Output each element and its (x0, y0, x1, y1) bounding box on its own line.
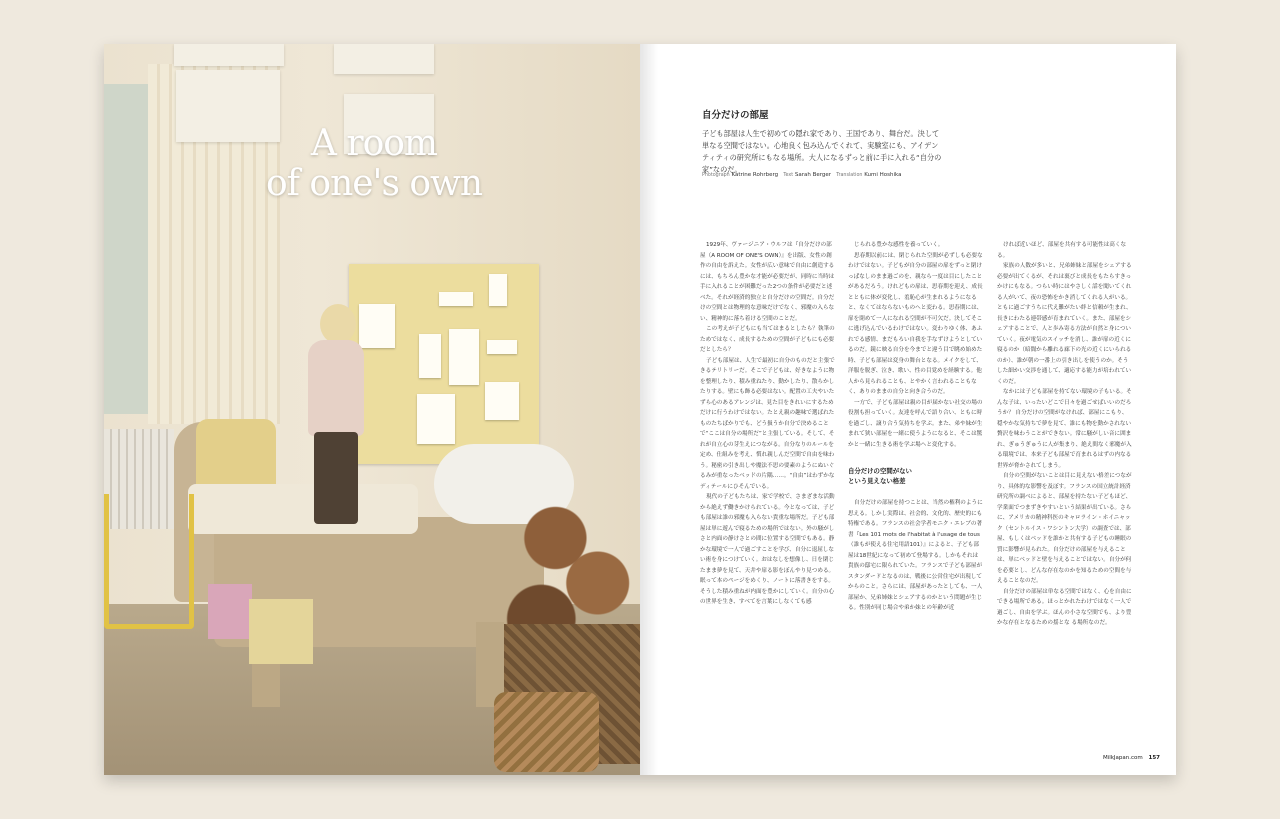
photo-print (419, 334, 441, 378)
paragraph: なかには子ども部屋を持てない環境の子もいる。そんな子は、いったいどこで日々を過ごせばいいのだろうか？ 自分だけの空間がなければ、部屋にこもり、穏やかな気持ちで夢を見て、誰にも物を動かされない贅沢を味わうことができない。常に騒がしい音に囲まれ、ぎゅうぎゅうに人が集まり、絶え間なく邪魔が入る環境では、本来子ども部屋で育まれるはずの内なる世界が脅かされてしまう。 (997, 389, 1132, 469)
credits (702, 172, 901, 178)
section-subheading: 自分だけの空間がない という見えない格差 (848, 467, 912, 485)
text-credit-name: Sarah Berger (794, 172, 832, 178)
photo-print (489, 274, 507, 306)
yellow-crate (249, 599, 313, 664)
paragraph: 思春期以前には、閉じられた空間が必ずしも必要なわけではない。子どもが自分の部屋の扉をずっと閉けっぱなしのまま過ごのを、親なら一度は目にしたことがあるだろう。けれどもの扉は、思春期を迎え、成長とともに体が変化し、羞恥心が生まれるようになると、なくてはならないものへと変わる。思春期には、扉を閉めて一人になれる空間が不可欠だ。決してそこに逃げ込んでいるわけではない。変わりゆく体、あふれでる感情、まだもろい自我を手なずけようとしているのだ。鏡に映る自分を今までと違う目で眺め始めた時、子ども部屋は変身の舞台となる。メイクをして、洋服を脱ぎ、泣き、歌い、性の目覚めを経験する。他人から見られることも、とやかく言われることもなく、ありのままの自分と向き合うのだ。 (848, 252, 983, 395)
text-page (640, 44, 1176, 775)
bedding (188, 484, 418, 534)
paragraph: 自分の空間がないことは目に見えない格差につながり、具体的な影響を及ぼす。フランスの国立統計経済研究所の調べによると、部屋を持たない子どもほど、学業面でつまずきやすいという結果が出ている。さらに、アメリカの精神科医のキャロライン・ホイニャック（セントルイス・ワシントン大学）の調査では、部屋、もしくはベッドを誰かと共有する子どもの睡眠の質に影響が見られた。自分だけの部屋を与えることは、単にベッドと壁を与えることではない。自分が何を必要とし、どんな存在なのかを知るための空間を与えることなのだ。 (997, 473, 1132, 584)
page-number: 157 (1148, 755, 1160, 761)
window (104, 84, 152, 414)
paragraph: 一方で、子ども部屋は親の目が届かない社交の場の役割も担っていく。友達を呼んで語り合い、ともに時を過ごし、譲り合う気持ちを学ぶ。また、弟や妹が生まれて狭い部屋を一緒に使うようになると、そこは驚かと一緒に生きる術を学ぶ場へと変化する。 (848, 399, 983, 448)
wicker-basket-small (494, 692, 599, 772)
feature-title (244, 124, 504, 204)
article-lead: 子ども部屋は人生で初めての隠れ家であり、王国であり、舞台だ。決して単なる空間ではない。心地良く包み込んでくれて、実験室にも、アイデンティティの研究所にもなる場所。大人になるずっと前に手に入れる“自分の家”なのだ。 (702, 129, 942, 174)
paragraph: この考えが子どもにも当てはまるとしたら？執筆のためではなく、成長するための空間が子どもにも必要だとしたら？ (700, 326, 835, 353)
magazine-spread (104, 44, 1176, 775)
text-credit-label: Text (783, 173, 794, 178)
paragraph: 子ども部屋は、人生で最初に自分のものだと主張できるテリトリーだ。そこで子どもは、好きなように物を整理したり、積み重ねたり、動かしたり、散らかしたりする。壁にも飾る必要はない。配置の工夫やいたずら心のあるアレンジは、見た目をきれいにするためだけに行うわけではない。たとえ親の趣味で選ばれたものたちばかりでも、どう扱うか自分で決めることで“ここは自分の場所だ”と主張している。そして、それが自立心の芽生えにつながる。自分なりのルールを定め、仕組みを考え、慣れ親しんだ空間で自由を味わう。秘密の引き出しや魔法不思の要素のようにぬいぐるみが重なったベッドの片隅……。“自由”はわずかなディテールにひそんでいる。 (700, 357, 835, 490)
drawing (359, 304, 395, 348)
text-column-1 (700, 240, 835, 608)
text-column-3 (997, 240, 1132, 629)
paragraph: じられる豊かな感性を養っていく。 (854, 242, 944, 248)
paragraph: 自分だけの部屋を持つことは、当然の権利のように思える。しかし実際は、社会的、文化的、歴史的にも特権である。フランスの社会学者モニク・エレブの著書『Les 101 mots de l'habitat à l'usage de tous（誰もが使える住宅用語101）』によると、子ども部屋は18世紀になって初めて登場する。しかもそれは貴族の邸宅に限られていた。フランスで子ども部屋がスタンダードとなるのは、戦後に公営住宅が出現してからのこと。さらには、部屋があったとしても、一人部屋か、兄弟姉妹とシェアするのかという問題が生じる。性別が同じ場合や弟か妹との年齢が近 (848, 500, 983, 611)
article-heading: 自分だけの部屋 (702, 110, 769, 121)
pink-crate (208, 584, 252, 639)
paragraph: 自分だけの部屋は単なる空間ではなく、心を自由にできる場所である。ほっとかれたわけではなく一人で過ごし、自由を学ぶ。ほんの小さな空間でも、より豊かな存在となるための揺とな る場所なのだ。 (997, 588, 1132, 626)
folio-site: MilkJapan.com (1102, 755, 1143, 761)
photo-credit-name: Katrine Rohrberg (731, 172, 779, 178)
paragraph: 1929年、ヴァージニア・ウルフは『自分だけの部屋（A ROOM OF ONE'S OWN）』を出版、女性の創作の自由を訴えた。女性が広い意味で自由に創造するには、もちろん豊かな才能が必要だが、同時に当時は手に入れることが困難だった2つの条件が必要だと述べた。それが経済的独立と自分だけの空間だ。自分だけの空間とは物理的な意味だけでなく、邪魔の入らない、精神的に落ち着ける空間のことだ。 (700, 242, 835, 322)
yellow-chair (104, 494, 194, 629)
drawing (449, 329, 479, 385)
translation-credit-name: Kumi Hoshika (864, 172, 902, 178)
paragraph: 現代の子どもたちは、家で学校で、さまざまな活動から絶えず働きかけられている。今となっては、子ども部屋は誰の邪魔も入らない貴重な場所だ。子ども部屋は単に遊んで寝るための場所ではない。外の騒がしさと内面の静けさとの間に位置する空間でもある。静かな環境で一人で過ごすことを学び、自分に退屈しない術を身につけていく。おはなしを想像し、日を閉じたまま夢を見て、天井や扉る影をぼんやり見つめる。眠って本のページをめくり、ノートに落書きをする。そうした積み重ねが内面を豊かにしていく。自分の心の世界を生き、すべてを言葉にしなくても感 (700, 494, 835, 605)
note (487, 340, 517, 354)
child (304, 304, 364, 524)
title-line-2: of one's own (265, 163, 483, 204)
photo-strip (439, 292, 473, 306)
text-column-2 (848, 240, 983, 614)
title-line-1: A room (310, 123, 438, 164)
translation-credit-label: Translation (836, 173, 863, 178)
page-folio (1103, 755, 1160, 761)
paragraph: ければ近いほど、部屋を共有する可能性は高くなる。 (997, 242, 1127, 259)
photo-page (104, 44, 640, 775)
photo-credit-label: Photograph (702, 173, 730, 178)
spine-shadow (640, 44, 658, 775)
paragraph: 家族の人数が多いと、兄弟姉妹と部屋をシェアする必要が出てくるが、それは裏びと成長をもたらすきっかけにもなる。つらい時にはやさしく話を聞いてくれる人がいて、夜の恐怖をかき消してくれる人がいる。ともに過ごすうちに代え難がたい絆と信頼が生まれ、長きにわたる連帯感が育まれていく。また、部屋をシェアすることで、人と歩み寄る方法が自然と身についていく。夜が電気のスイッチを消し、誰が扉の近くに寝るのか（暗闇から離れる廊下の光の近くにいられるのか）、誰が朝の一番上の引き出しを使うのか。そうした細かい交渉を通して、適応する能力が培われていくのだ。 (997, 263, 1132, 385)
photo-print (485, 382, 519, 420)
